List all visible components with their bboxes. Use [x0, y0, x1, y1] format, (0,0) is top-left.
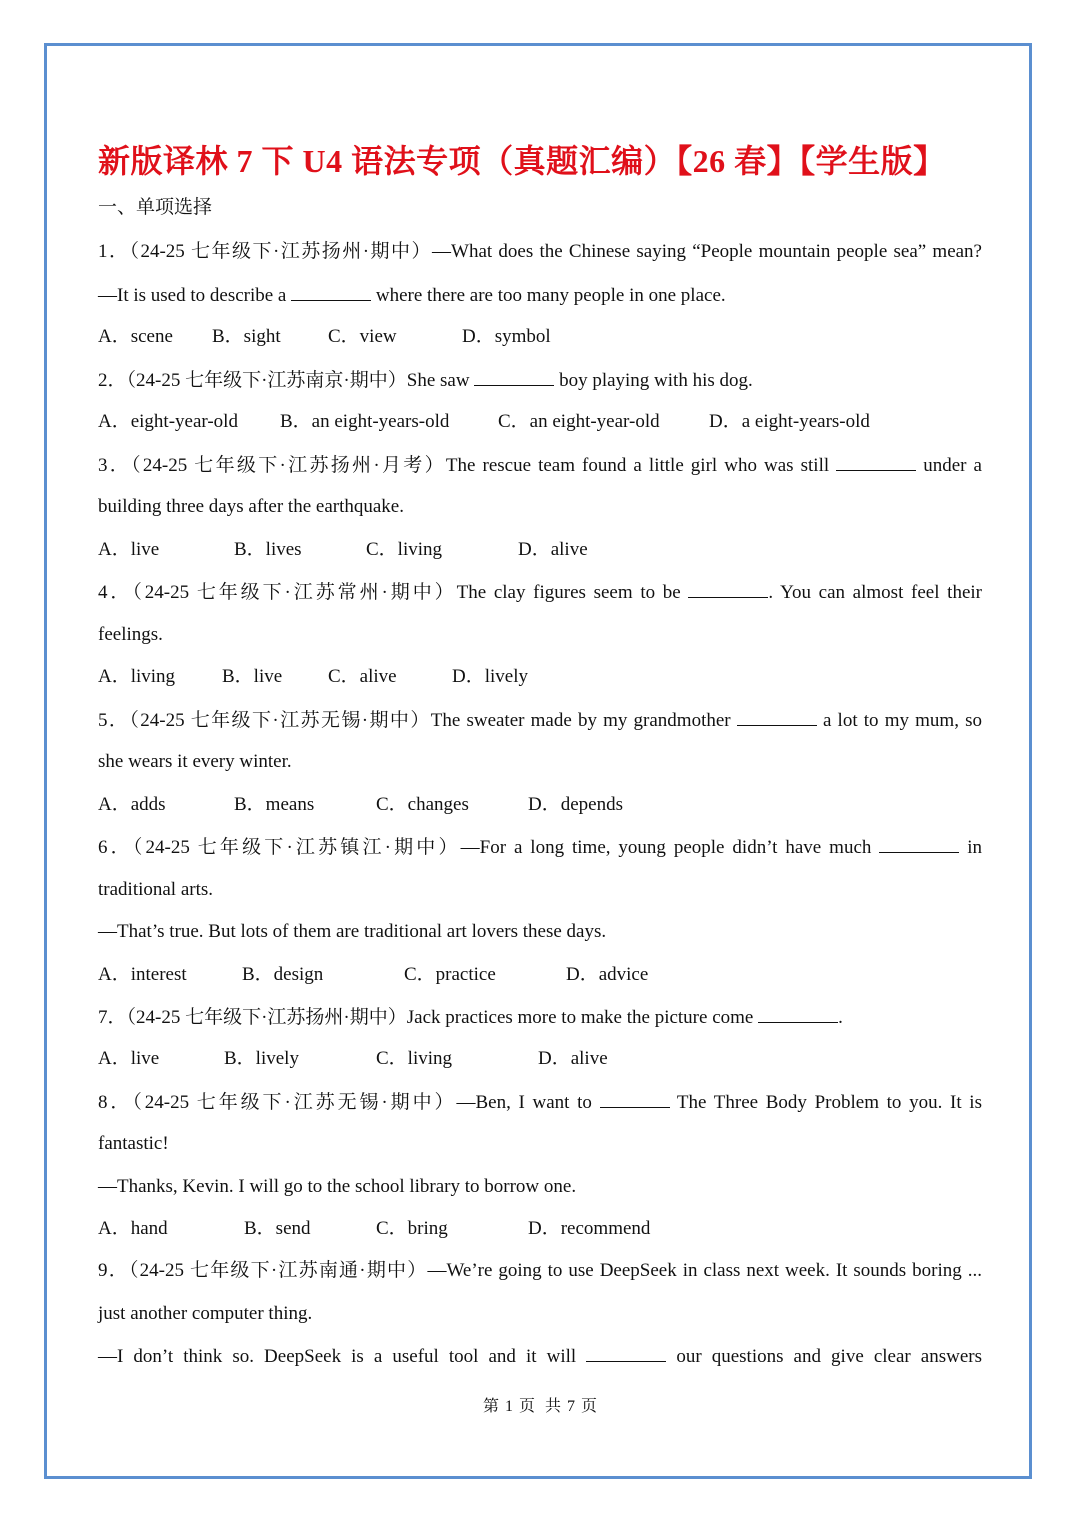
q-text: The rescue team found a little girl who was still [445, 455, 837, 476]
question-3-line2: building three days after the earthquake. [98, 496, 404, 517]
q-text: —Ben, I want to [456, 1092, 600, 1113]
question-8-line3: —Thanks, Kevin. I will go to the school library to borrow one. [98, 1176, 577, 1197]
question-5 [98, 707, 982, 734]
option-a: A．living [98, 666, 176, 687]
option-c: C．view [328, 326, 397, 347]
question-7 [98, 1004, 982, 1031]
option-b: B．send [244, 1218, 311, 1239]
option-d: D．symbol [462, 326, 551, 347]
q-text: our questions and give clear answers [666, 1346, 982, 1367]
option-c: C．practice [404, 964, 496, 985]
q-text: She saw [406, 370, 475, 391]
option-a: A．scene [98, 326, 173, 347]
option-a: A．live [98, 1048, 160, 1069]
q-text: The Three Body Problem to you. It is [669, 1092, 982, 1113]
q-text: —What does the Chinese saying “People mountain people sea” mean? [432, 241, 982, 262]
q-num: 6． [98, 837, 133, 858]
option-d: D．alive [518, 539, 588, 560]
question-1-line2 [98, 282, 982, 309]
option-c: C．living [366, 539, 443, 560]
page-footer [0, 1393, 1080, 1416]
q-num: 1． [98, 241, 130, 262]
answer-blank [836, 452, 916, 471]
question-6 [98, 834, 982, 861]
question-9-line2: just another computer thing. [98, 1303, 313, 1324]
q-text: where there are too many people in one place. [371, 285, 726, 306]
q-text: Jack practices more to make the picture come [406, 1007, 759, 1028]
answer-blank [586, 1343, 666, 1362]
document-title: 新版译林 7 下 U4 语法专项（真题汇编）【26 春】【学生版】 [98, 143, 946, 179]
answer-blank [879, 834, 959, 853]
q-text: —For a long time, young people didn’t have much [460, 837, 880, 858]
option-b: B．sight [212, 326, 281, 347]
q-num: 8． [98, 1092, 133, 1113]
q-text: under a [916, 455, 982, 476]
option-c: C．an eight-year-old [498, 411, 660, 432]
q-num: 9． [98, 1260, 129, 1281]
question-9-line3 [98, 1343, 982, 1370]
q-text: —We’re going to use DeepSeek in class next week. It sounds boring ... [427, 1260, 982, 1281]
question-6-line3: —That’s true. But lots of them are traditional art lovers these days. [98, 921, 607, 942]
q-num: 7． [98, 1007, 127, 1028]
q-source: （24-25 七年级下·江苏无锡·期中） [132, 1092, 457, 1113]
q-text: in [959, 837, 982, 858]
question-6-line2: traditional arts. [98, 879, 214, 900]
q-text: The sweater made by my grandmother [430, 710, 737, 731]
question-9 [98, 1258, 982, 1284]
option-a: A．interest [98, 964, 187, 985]
q-text: —I don’t think so. DeepSeek is a useful tool and it will [98, 1346, 587, 1367]
q-num: 5． [98, 710, 130, 731]
option-d: D．lively [452, 666, 528, 687]
option-d: D．depends [528, 794, 623, 815]
footer-label: 页 [518, 1398, 535, 1415]
q-source: （24-25 七年级下·江苏扬州·月考） [131, 455, 446, 476]
q-text: . [838, 1007, 843, 1028]
option-d: D．a eight-years-old [709, 411, 870, 432]
q-source: （24-25 七年级下·江苏南通·期中） [128, 1260, 428, 1281]
option-d: D．advice [566, 964, 649, 985]
q-source: （24-25 七年级下·江苏镇江·期中） [132, 837, 461, 858]
q-source: （24-25 七年级下·江苏无锡·期中） [129, 710, 431, 731]
option-a: A．eight-year-old [98, 411, 238, 432]
answer-blank [600, 1089, 670, 1108]
option-b: B．live [222, 666, 283, 687]
section-heading: 一、单项选择 [98, 197, 213, 218]
answer-blank [737, 707, 817, 726]
option-b: B．design [242, 964, 324, 985]
question-5-line2: she wears it every winter. [98, 751, 292, 772]
page-number: 1 [504, 1398, 513, 1415]
option-b: B．lively [224, 1048, 299, 1069]
q-text: The clay figures seem to be [456, 582, 689, 603]
answer-blank [758, 1004, 838, 1023]
total-pages: 7 [567, 1398, 576, 1415]
q-source: （24-25 七年级下·江苏常州·期中） [132, 582, 457, 603]
question-8-line2: fantastic! [98, 1133, 169, 1154]
option-a: A．hand [98, 1218, 168, 1239]
q-num: 3． [98, 455, 132, 476]
option-b: B．lives [234, 539, 302, 560]
q-num: 4． [98, 582, 133, 603]
answer-blank [474, 367, 554, 386]
option-a: A．live [98, 539, 160, 560]
answer-blank [688, 579, 768, 598]
q-text: . You can almost feel their [768, 582, 983, 603]
option-d: D．recommend [528, 1218, 651, 1239]
option-d: D．alive [538, 1048, 608, 1069]
footer-label: 第 [482, 1398, 499, 1415]
question-4-line2: feelings. [98, 624, 163, 645]
option-c: C．changes [376, 794, 469, 815]
q-source: （24-25 七年级下·江苏扬州·期中） [129, 241, 433, 262]
q-text: a lot to my mum, so [816, 710, 983, 731]
question-8 [98, 1089, 982, 1116]
option-a: A．adds [98, 794, 166, 815]
footer-label: 共 [545, 1398, 562, 1415]
option-c: C．living [376, 1048, 453, 1069]
q-text: —It is used to describe a [98, 285, 292, 306]
q-num: 2． [98, 370, 127, 391]
option-b: B．an eight-years-old [280, 411, 450, 432]
footer-label: 页 [581, 1398, 598, 1415]
question-4 [98, 579, 982, 606]
q-source: （24-25 七年级下·江苏南京·期中） [126, 370, 407, 391]
q-source: （24-25 七年级下·江苏扬州·期中） [126, 1007, 407, 1028]
option-c: C．bring [376, 1218, 448, 1239]
option-c: C．alive [328, 666, 397, 687]
q-text: boy playing with his dog. [554, 370, 753, 391]
question-3 [98, 452, 982, 479]
question-1 [98, 239, 982, 265]
question-2 [98, 367, 982, 394]
answer-blank [291, 282, 371, 301]
option-b: B．means [234, 794, 315, 815]
